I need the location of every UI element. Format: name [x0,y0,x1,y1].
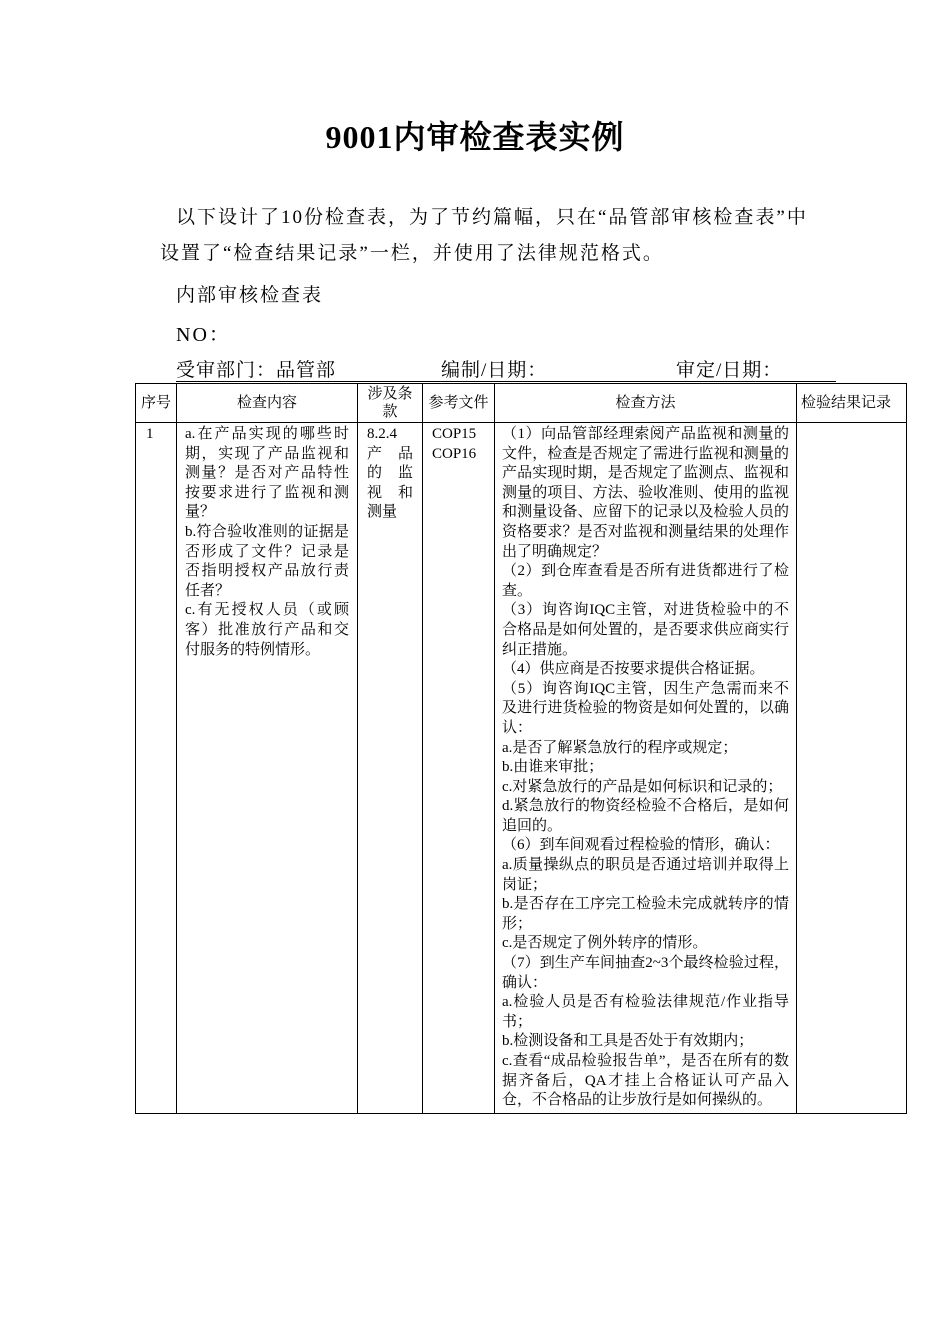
clause-line-2 [367,464,413,484]
method-step: a.质量操纵点的职员是否通过培训并取得上岗证； [502,857,789,893]
method-step: b.检测设备和工具是否处于有效期内； [502,1033,754,1050]
method-step: （4）供应商是否按要求提供合格证据。 [502,661,765,678]
column-header-seq: 序号 [136,384,177,423]
reference-doc: COP16 [432,445,477,462]
method-step: a.是否了解紧急放行的程序或规定； [502,739,738,756]
method-step: （1）向品管部经理索阅产品监视和测量的文件，检查是否规定了需进行监视和测量的产品实现时期，是否规定了监测点、监视和测量的项目、方法、验收准则、使用的监视和测量设备、应留下的记录以及检验人员的资格要求？是否对监视和测量结果的处理作出了明确规定？ [502,426,789,560]
clause-number: 8.2.4 [367,426,397,442]
clause-char: 监 [397,465,413,482]
clause-line-4: 测量 [367,504,398,521]
column-header-reference: 参考文件 [423,384,495,423]
method-step: （3）询咨询IQC主管，对进货检验中的不合格品是如何处置的，是否要求供应商实行纠正措施。 [502,602,789,658]
method-step: （7）到生产车间抽查2~3个最终检验过程，确认： [502,955,789,991]
number-label: NO： [176,324,231,346]
compiled-date-label: 编制/日期： [441,360,548,381]
checklist-table [135,383,907,1114]
cell-seq: 1 [136,423,177,1114]
column-header-method: 检查方法 [495,384,797,423]
column-header-content: 检查内容 [177,384,358,423]
method-step: c.查看“成品检验报告单”，是否在所有的数据齐备后，QA才挂上合格证认可产品入仓，不合格品的让步放行是如何操纵的。 [502,1053,789,1109]
audited-department: 受审部门：品管部 [176,360,337,381]
clause-char: 和 [397,484,413,501]
method-step: （2）到仓库查看是否所有进货都进行了检查。 [502,563,789,599]
method-step: d.紧急放行的物资经检验不合格后，是如何追回的。 [502,798,789,834]
cell-record [797,423,907,1114]
column-header-record: 检验结果记录 [797,384,907,423]
cell-content [177,423,358,1114]
method-step: （5）询咨询IQC主管，因生产急需而来不及进行进货检验的物资是如何处置的，以确认： [502,680,789,736]
content-item-b: b.符合验收准则的证据是否形成了文件？记录是否指明授权产品放行责任者？ [185,523,349,599]
cell-method [495,423,797,1114]
method-step: （6）到车间观看过程检验的情形，确认： [502,837,780,854]
table-row [136,423,907,1114]
audit-header-row [176,355,836,382]
table-header-row [136,384,907,423]
clause-line-1 [367,445,413,465]
content-item-c: c.有无授权人员（或顾客）批准放行产品和交付服务的特例情形。 [185,602,349,658]
reference-doc: COP15 [432,426,477,442]
document-title: 9001内审检查表实例 [325,119,625,155]
cell-reference [423,423,495,1114]
clause-char: 视 [367,484,383,501]
clause-char: 的 [367,465,383,482]
cell-clause [358,423,423,1114]
method-step: c.是否规定了例外转序的情形。 [502,935,708,952]
clause-char: 产 [367,445,383,462]
intro-text: 以下设计了10份检查表，为了节约篇幅，只在“品管部审核检查表”中设置了“检查结果记录”一栏，并使用了法律规范格式。 [160,207,808,264]
method-step: b.由谁来审批； [502,759,604,776]
column-header-clause: 涉及条款 [358,384,423,423]
method-step: a.检验人员是否有检验法律规范/作业指导书； [502,994,789,1030]
approved-date-label: 审定/日期： [676,360,783,381]
intro-paragraph [160,200,820,272]
method-step: c.对紧急放行的产品是如何标识和记录的； [502,778,783,795]
checklist-subtitle: 内部审核检查表 [176,285,324,306]
method-step: b.是否存在工序完工检验未完成就转序的情形； [502,896,789,932]
clause-line-3 [367,484,413,504]
content-item-a: a.在产品实现的哪些时期，实现了产品监视和测量？是否对产品特性按要求进行了监视和测量？ [185,426,349,521]
clause-char: 品 [397,445,413,462]
